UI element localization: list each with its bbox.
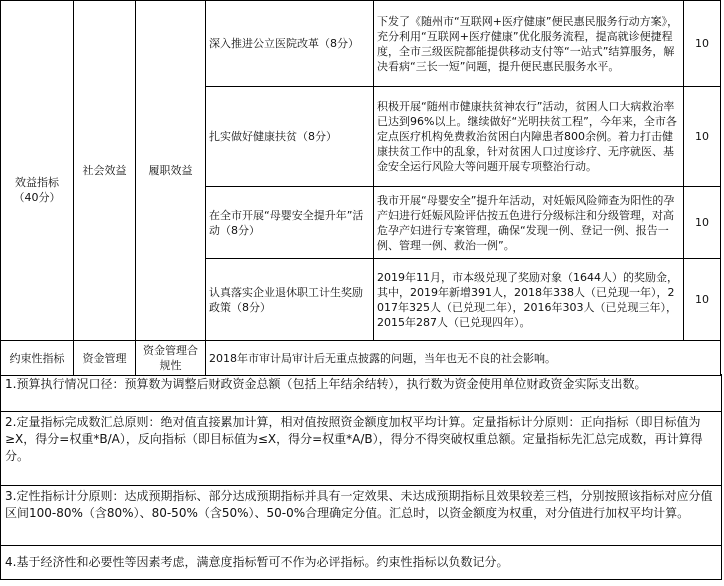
- constraint-category-cell: 约束性指标: [1, 341, 74, 376]
- constraint-subcategory-cell: 资金管理: [74, 341, 136, 376]
- indicator-cell: 深入推进公立医院改革（8分）: [206, 1, 374, 87]
- constraint-description-cell: 2018年市审计局审计后无重点披露的问题，当年也无不良的社会影响。: [206, 341, 721, 376]
- description-cell: 2019年11月，市本级兑现了奖励对象（1644人）的奖励金，其中，2019年新增391人，2018年338人（已兑现一年），2017年325人（已兑现二年），2016年303人（已兑现三年），2015年287人（已兑现四年）。: [374, 259, 684, 341]
- description-cell: 下发了《随州市“互联网+医疗健康”便民惠民服务行动方案》，充分利用“互联网+医疗健康”优化服务流程，提高就诊便捷程度，全市三级医院都能提供移动支付等“一站式”结算服务，解决看病“三长一短”问题，提升便民惠民服务水平。: [374, 1, 684, 87]
- score-cell: 10: [684, 1, 721, 87]
- constraint-row: [1, 341, 721, 376]
- notes-section: [0, 374, 722, 580]
- third-level-cell: 履职效益: [136, 1, 206, 341]
- table-row: [1, 1, 721, 87]
- note-1: 1.预算执行情况口径：预算数为调整后财政资金总额（包括上年结余结转），执行数为资金使用单位财政资金实际支出数。: [1, 374, 721, 412]
- note-3: 3.定性指标计分原则：达成预期指标、部分达成预期指标并具有一定效果、未达成预期指标且效果较差三档，分别按照该指标对应分值区间100-80%（含80%）、80-50%（含50%）、50-0%合理确定分值。汇总时，以资金额度为权重，对分值进行加权平均计算。: [1, 486, 721, 546]
- note-2: 2.定量指标完成数汇总原则：绝对值直接累加计算，相对值按照资金额度加权平均计算。定量指标计分原则：正向指标（即目标值为≥X，得分=权重*B/A），反向指标（即目标值为≤X，得分=权重*A/B），得分不得突破权重总额。定量指标先汇总完成数，再计算得分。: [1, 412, 721, 486]
- indicator-cell: 扎实做好健康扶贫（8分）: [206, 87, 374, 187]
- constraint-third-cell: 资金管理合规性: [136, 341, 206, 376]
- score-cell: 10: [684, 187, 721, 259]
- score-cell: 10: [684, 87, 721, 187]
- category-cell: 效益指标 （40分）: [1, 1, 74, 341]
- description-cell: 积极开展“随州市健康扶贫神农行”活动，贫困人口大病救治率已达到96%以上。继续做好“光明扶贫工程”，今年来，全市各定点医疗机构免费救治贫困白内障患者800余例。着力打击健康扶贫工作中的乱象，针对贫困人口过度诊疗、无序就医、基金安全运行风险大等问题开展专项整治行动。: [374, 87, 684, 187]
- subcategory-cell: 社会效益: [74, 1, 136, 341]
- score-cell: 10: [684, 259, 721, 341]
- indicator-cell: 认真落实企业退休职工计生奖励政策（8分）: [206, 259, 374, 341]
- indicator-cell: 在全市开展“母婴安全提升年”活动（8分）: [206, 187, 374, 259]
- note-4: 4.基于经济性和必要性等因素考虑，满意度指标暂可不作为必评指标。约束性指标以负数记分。: [1, 546, 721, 580]
- description-cell: 我市开展“母婴安全”提升年活动，对妊娠风险筛查为阳性的孕产妇进行妊娠风险评估按五色进行分级标注和分级管理，对高危孕产妇进行专案管理，确保“发现一例、登记一例、报告一例、管理一例、救治一例”。: [374, 187, 684, 259]
